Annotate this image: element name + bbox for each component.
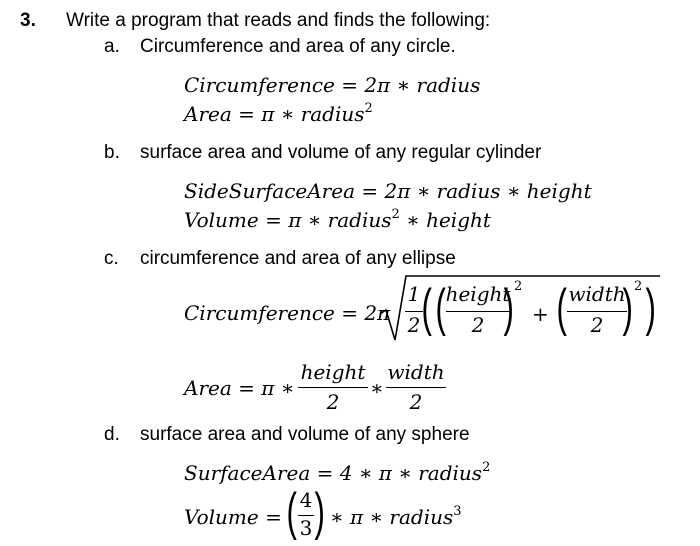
inner-paren-left-1: (: [435, 279, 446, 337]
part-b-label: b.: [104, 142, 120, 163]
part-c-label: c.: [104, 248, 119, 269]
formula-c-area-mul: ∗: [370, 376, 384, 400]
outer-paren-right: ): [645, 279, 656, 337]
formula-b-volume-lhs: Volume = π ∗ radius: [184, 208, 392, 232]
formula-c-width-den: 2: [590, 313, 604, 337]
formula-c-area-width-bar: [386, 387, 446, 388]
formula-b-side-area: SideSurfaceArea = 2π ∗ radius ∗ height: [184, 179, 592, 203]
formula-c-half-num: 1: [407, 282, 421, 306]
formula-d-vol-rhs: ∗ π ∗ radius: [330, 505, 454, 529]
formula-c-area-width-num: width: [387, 360, 445, 384]
formula-d-vol-den: 3: [299, 516, 313, 540]
formula-a-area-lhs: Area = π ∗ radius: [184, 102, 365, 126]
formula-c-exp1: 2: [514, 279, 523, 294]
outer-paren-left: (: [421, 279, 432, 337]
part-a-text: Circumference and area of any circle.: [140, 36, 456, 57]
formula-c-height-num: height: [445, 282, 511, 306]
formula-c-circ-lhs: Circumference = 2π: [184, 301, 391, 325]
part-b-text: surface area and volume of any regular cylinder: [140, 142, 542, 163]
formula-d-vol-lhs: Volume =: [184, 505, 282, 529]
formula-d-vol-exponent: 3: [453, 504, 462, 519]
formula-c-area-height-den: 2: [326, 390, 340, 414]
formula-c-area-height-bar: [298, 387, 368, 388]
formula-c-width-num: width: [568, 282, 626, 306]
formula-d-vol-num: 4: [299, 488, 313, 512]
formula-c-plus: +: [532, 302, 549, 326]
formula-d-surf-lhs: SurfaceArea = 4 ∗ π ∗ radius: [184, 461, 483, 485]
inner-paren-right-2: ): [622, 279, 633, 337]
formula-a-circumference: Circumference = 2π ∗ radius: [184, 73, 481, 97]
question-number: 3.: [20, 10, 36, 31]
formula-b-volume-rhs: ∗ height: [399, 208, 491, 232]
formula-c-half-den: 2: [407, 313, 421, 337]
formula-b-volume-exponent: 2: [391, 207, 400, 222]
formula-a-area-exponent: 2: [364, 101, 373, 116]
formula-b-volume: [184, 208, 491, 236]
formula-d-volume-rhs: [330, 505, 462, 533]
inner-paren-right-1: ): [503, 279, 514, 337]
part-d-text: surface area and volume of any sphere: [140, 424, 470, 445]
formula-c-half-bar: [405, 311, 423, 312]
part-c-text: circumference and area of any ellipse: [140, 248, 456, 269]
vol-paren-left: (: [286, 483, 297, 541]
inner-paren-left-2: (: [556, 279, 567, 337]
vol-paren-right: ): [314, 483, 325, 541]
formula-c-area-lhs: Area = π ∗: [184, 376, 295, 400]
formula-d-surf-exponent: 2: [482, 460, 491, 475]
question-text: Write a program that reads and finds the following:: [66, 10, 491, 31]
formula-a-area: [184, 102, 373, 130]
formula-c-width-bar: [567, 311, 627, 312]
part-d-label: d.: [104, 424, 120, 445]
formula-c-area-width-den: 2: [409, 390, 423, 414]
formula-c-area-height-num: height: [300, 360, 366, 384]
formula-c-height-den: 2: [471, 313, 485, 337]
formula-c-exp2: 2: [634, 279, 643, 294]
formula-c-height-bar: [446, 311, 510, 312]
formula-d-surface-area: [184, 461, 490, 489]
part-a-label: a.: [104, 36, 120, 57]
